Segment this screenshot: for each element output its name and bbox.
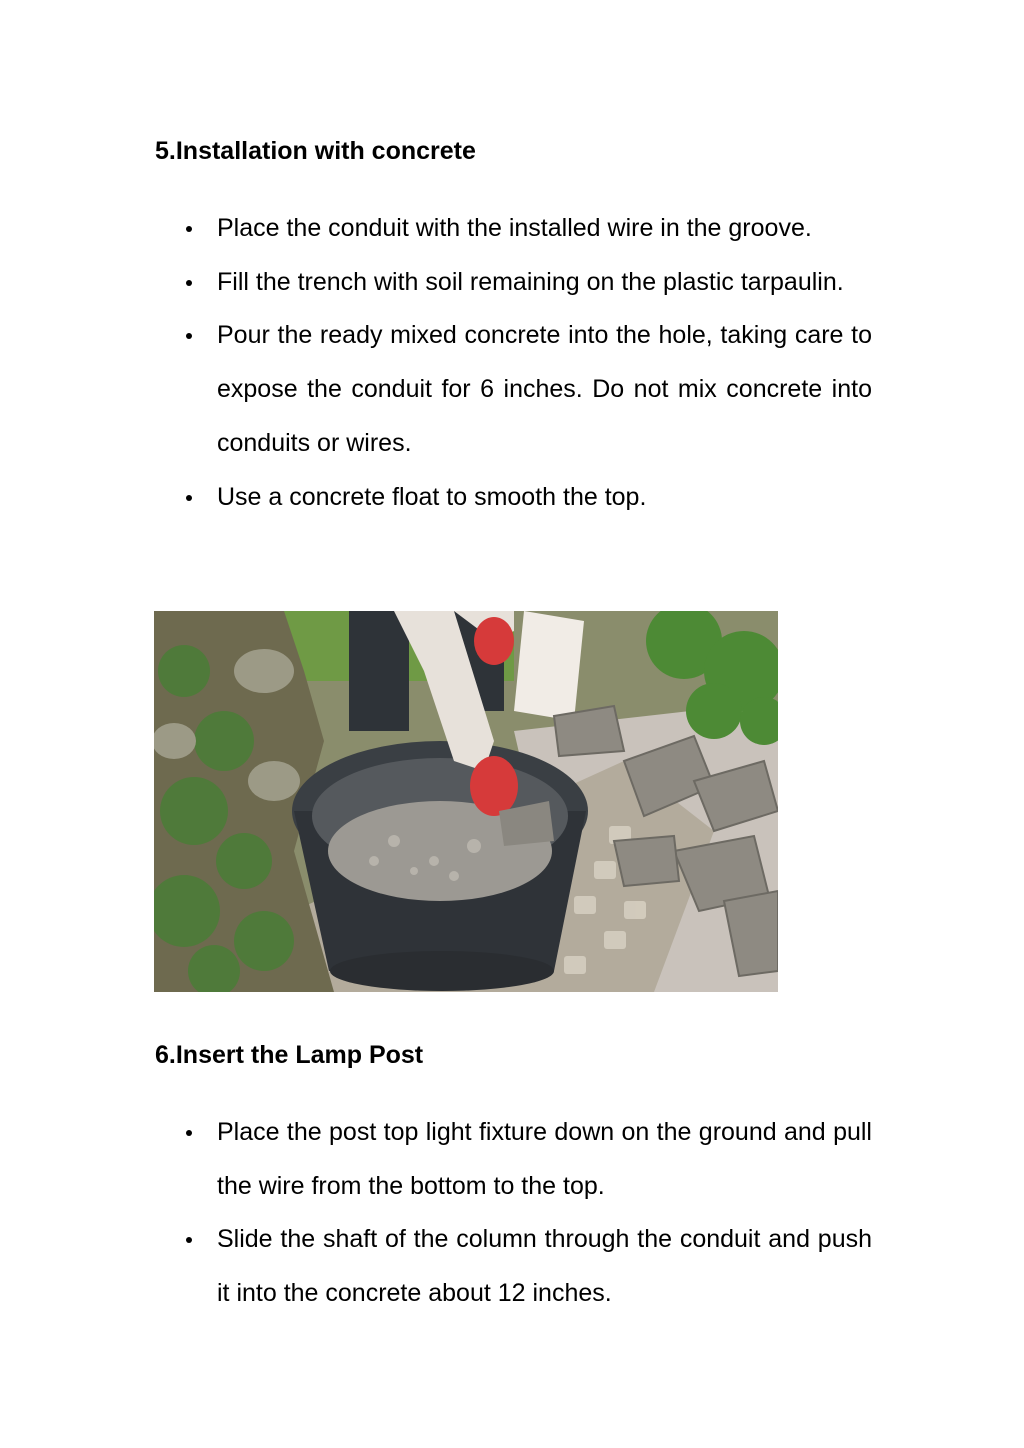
list-item: Fill the trench with soil remaining on the plastic tarpaulin. (155, 256, 872, 310)
list-item: Place the conduit with the installed wire in the groove. (155, 202, 872, 256)
section-6-heading: 6.Insert the Lamp Post (155, 1041, 424, 1069)
list-item: Place the post top light fixture down on the ground and pull the wire from the bottom to the top. (155, 1106, 872, 1213)
section-5-heading: 5.Installation with concrete (155, 137, 476, 165)
concrete-mixing-photo (154, 611, 778, 992)
section-5-bullet-list (155, 202, 872, 524)
list-item: Slide the shaft of the column through the conduit and push it into the concrete about 12 inches. (155, 1213, 872, 1320)
section-6-bullet-list (155, 1106, 872, 1321)
list-item: Use a concrete float to smooth the top. (155, 471, 872, 525)
list-item: Pour the ready mixed concrete into the hole, taking care to expose the conduit for 6 inches. Do not mix concrete into conduits or wires. (155, 309, 872, 470)
